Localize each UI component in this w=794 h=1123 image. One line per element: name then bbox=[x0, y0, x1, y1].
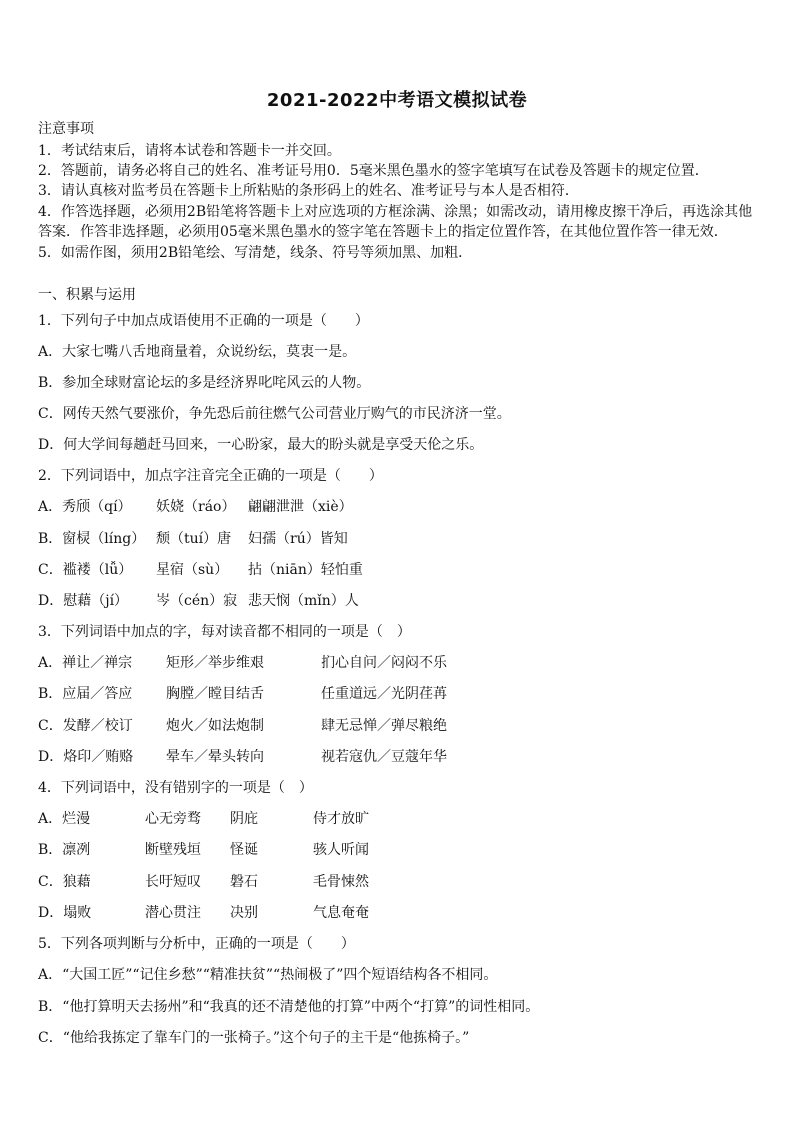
question-option: D．何大学间每趟赶马回来，一心盼家，最大的盼头就是享受天伦之乐。 bbox=[38, 437, 484, 453]
notice-item: 4．作答选择题，必须用2B铅笔将答题卡上对应选项的方框涂满、涂黑；如需改动，请用橡皮擦干净后，再选涂其他 bbox=[38, 204, 753, 220]
question-option: C．“他给我拣定了靠车门的一张椅子。”这个句子的主干是“他拣椅子。” bbox=[38, 1030, 470, 1046]
option-word: C．褴褛（lǚ） bbox=[38, 562, 133, 578]
option-word: 悲天悯（mǐn）人 bbox=[248, 593, 359, 609]
option-word: 扪心自问／闷闷不乐 bbox=[321, 655, 447, 671]
option-word: B．窗棂（líng） bbox=[38, 531, 146, 547]
option-word: 拈（niān）轻怕重 bbox=[248, 562, 363, 578]
option-word: 晕车／晕头转向 bbox=[166, 749, 264, 765]
option-word: A．禅让／禅宗 bbox=[38, 655, 133, 671]
option-word: 心无旁骛 bbox=[145, 811, 201, 827]
option-word: 长吁短叹 bbox=[145, 874, 201, 890]
question-option: B．参加全球财富论坛的多是经济界叱咤风云的人物。 bbox=[38, 375, 371, 391]
option-word: 任重道远／光阴荏苒 bbox=[321, 686, 447, 702]
option-word: D．慰藉（jí） bbox=[38, 593, 129, 609]
option-word: 翩翩泄泄（xiè） bbox=[248, 499, 353, 515]
option-word: 星宿（sù） bbox=[156, 562, 229, 578]
option-word: D．烙印／贿赂 bbox=[38, 749, 134, 765]
question-option: A．大家七嘴八舌地商量着，众说纷纭，莫衷一是。 bbox=[38, 344, 357, 360]
option-word: 侍才放旷 bbox=[313, 811, 369, 827]
option-word: B．凛冽 bbox=[38, 842, 91, 858]
option-word: B．应届／答应 bbox=[38, 686, 133, 702]
option-word: 磐石 bbox=[230, 874, 258, 890]
option-word: 矩形／举步维艰 bbox=[166, 655, 264, 671]
question-option: C．网传天然气要涨价，争先恐后前往燃气公司营业厅购气的市民济济一堂。 bbox=[38, 406, 511, 422]
option-word: C．发酵／校订 bbox=[38, 718, 133, 734]
option-word: 毛骨悚然 bbox=[313, 874, 369, 890]
option-word: 断壁残垣 bbox=[145, 842, 201, 858]
option-word: 肆无忌惮／弹尽粮绝 bbox=[321, 718, 447, 734]
option-word: 颓（tuí）唐 bbox=[156, 531, 232, 547]
option-word: 潜心贯注 bbox=[145, 905, 201, 921]
option-word: D．塌败 bbox=[38, 905, 92, 921]
question-stem: 4．下列词语中，没有错别字的一项是（ ） bbox=[38, 780, 313, 796]
question-option: A．“大国工匠”“记住乡愁”“精准扶贫”“热闹极了”四个短语结构各不相同。 bbox=[38, 967, 498, 983]
option-word: A．秀颀（qí） bbox=[38, 499, 132, 515]
option-word: 妇孺（rú）皆知 bbox=[248, 531, 348, 547]
notice-heading: 注意事项 bbox=[38, 121, 94, 137]
option-word: 炮火／如法炮制 bbox=[166, 718, 264, 734]
option-word: A．烂漫 bbox=[38, 811, 91, 827]
option-word: 气息奄奄 bbox=[313, 905, 369, 921]
option-word: 岑（cén）寂 bbox=[156, 593, 238, 609]
notice-item: 3．请认真核对监考员在答题卡上所粘贴的条形码上的姓名、准考证号与本人是否相符． bbox=[38, 183, 579, 199]
question-stem: 3．下列词语中加点的字，每对读音都不相同的一项是（ ） bbox=[38, 624, 411, 640]
question-stem: 2．下列词语中，加点字注音完全正确的一项是（ ） bbox=[38, 468, 383, 484]
notice-item: 5．如需作图，须用2B铅笔绘、写清楚，线条、符号等须加黑、加粗． bbox=[38, 245, 473, 261]
option-word: C．狼藉 bbox=[38, 874, 91, 890]
exam-title: 2021-2022中考语文模拟试卷 bbox=[266, 90, 528, 111]
question-stem: 5．下列各项判断与分析中，正确的一项是（ ） bbox=[38, 936, 355, 952]
option-word: 妖娆（ráo） bbox=[156, 499, 236, 515]
notice-item: 2．答题前，请务必将自己的姓名、准考证号用0．5毫米黑色墨水的签字笔填写在试卷及答题卡的规定位置． bbox=[38, 163, 709, 179]
question-option: B．“他打算明天去扬州”和“我真的还不清楚他的打算”中两个“打算”的词性相同。 bbox=[38, 999, 540, 1015]
option-word: 胸膛／瞠目结舌 bbox=[166, 686, 264, 702]
question-stem: 1．下列句子中加点成语使用不正确的一项是（ ） bbox=[38, 313, 369, 329]
section-heading: 一、积累与运用 bbox=[38, 287, 136, 303]
notice-item: 1．考试结束后，请将本试卷和答题卡一并交回。 bbox=[38, 143, 341, 159]
option-word: 怪诞 bbox=[230, 842, 258, 858]
option-word: 阴庇 bbox=[230, 811, 258, 827]
option-word: 决别 bbox=[230, 905, 258, 921]
option-word: 视若寇仇／豆蔻年华 bbox=[321, 749, 447, 765]
option-word: 骇人听闻 bbox=[313, 842, 369, 858]
notice-item: 答案．作答非选择题，必须用05毫米黑色墨水的签字笔在答题卡上的指定位置作答，在其他位置作答一律无效． bbox=[38, 224, 728, 240]
